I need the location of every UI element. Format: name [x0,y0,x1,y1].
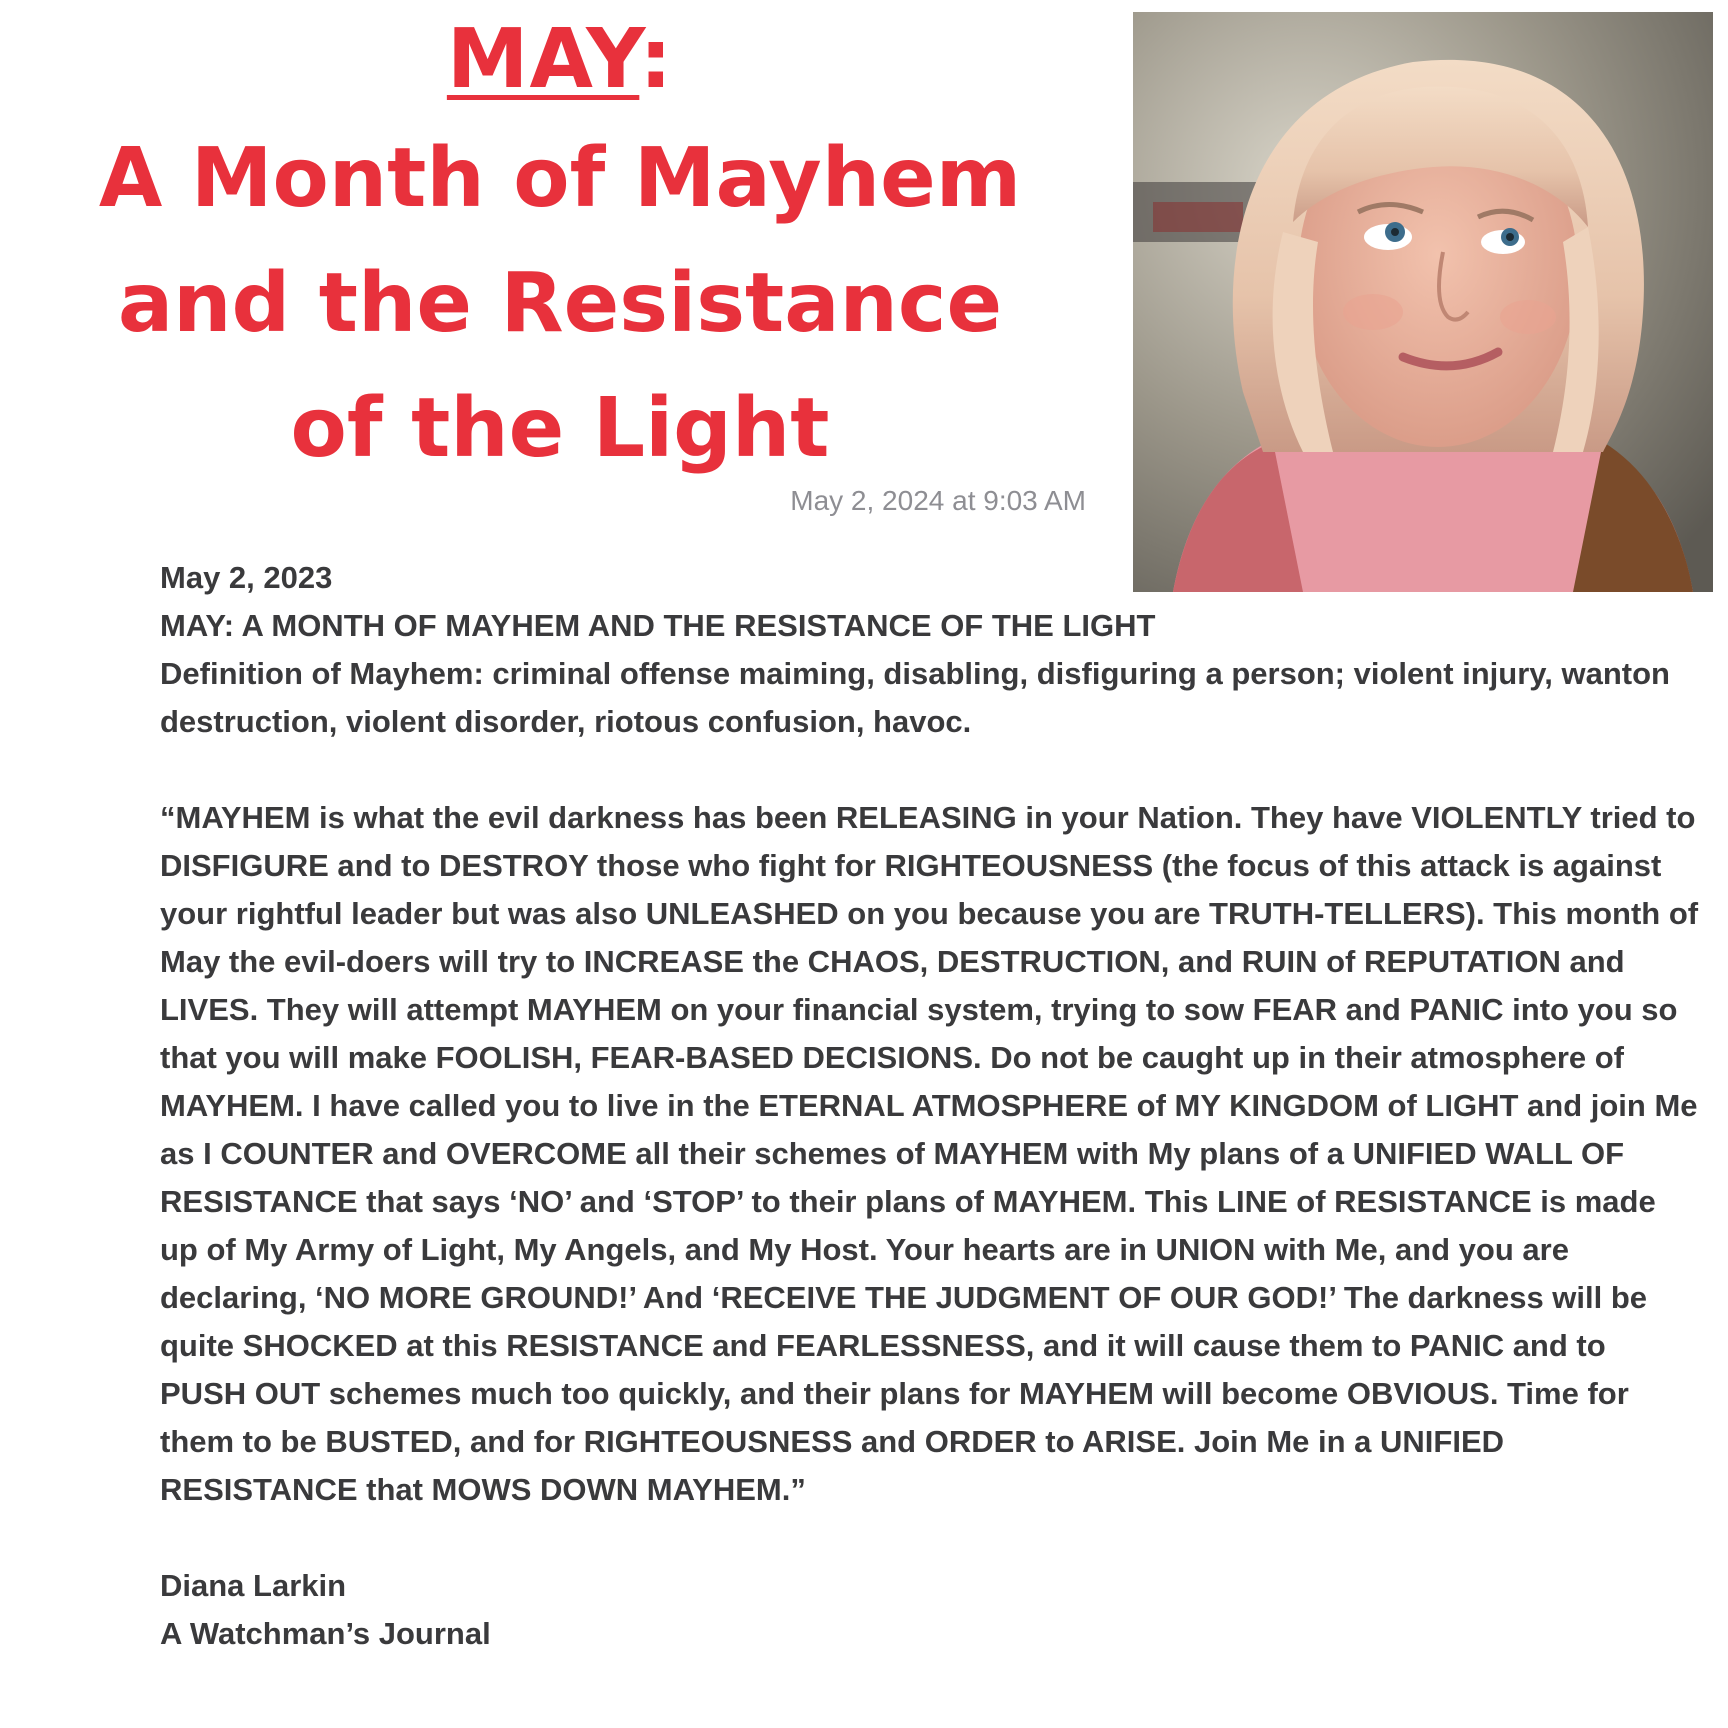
headline-line-1: A Month of Mayhem [98,131,1022,226]
headline-may [60,4,1060,116]
headline [60,4,1060,491]
portrait-photo [1133,12,1713,592]
definition-text: Definition of Mayhem: criminal offense maiming, disabling, disfiguring a person; violent injury, wanton destruction, violent disorder, riotous confusion, havoc. [160,656,1670,739]
headline-line-3: of the Light [290,381,830,476]
post-heading: MAY: A MONTH OF MAYHEM AND THE RESISTANCE OF THE LIGHT [160,608,1156,643]
post-body [160,554,1700,1658]
post-date: May 2, 2023 [160,560,333,595]
portrait-illustration [1133,12,1713,592]
post-timestamp: May 2, 2024 at 9:03 AM [790,485,1086,516]
author-name: Diana Larkin [160,1568,347,1603]
headline-line-2: and the Resistance [117,256,1003,351]
headline-colon: : [639,12,674,107]
headline-may-word: MAY [446,12,640,107]
source-name: A Watchman’s Journal [160,1616,491,1651]
message-text: “MAYHEM is what the evil darkness has been RELEASING in your Nation. They have VIOLENTLY tried to DISFIGURE and to DESTROY those who fight for RIGHTEOUSNESS (the focus of this attack is against your rightful leader but was also UNLEASHED on you because you are TRUTH-TELLERS). This month of May the evil-doers will try to INCREASE the CHAOS, DESTRUCTION, and RUIN of REPUTATION and LIVES. They will attempt MAYHEM on your financial system, trying to sow FEAR and PANIC into you so that you will make FOOLISH, FEAR-BASED DECISIONS. Do not be caught up in their atmosphere of MAYHEM. I have called you to live in the ETERNAL ATMOSPHERE of MY KINGDOM of LIGHT and join Me as I COUNTER and OVERCOME all their schemes of MAYHEM with My plans of a UNIFIED WALL OF RESISTANCE that says ‘NO’ and ‘STOP’ to their plans of MAYHEM. This LINE of RESISTANCE is made up of My Army of Light, My Angels, and My Host. Your hearts are in UNION with Me, and you are declaring, ‘NO MORE GROUND!’ And ‘RECEIVE THE JUDGMENT OF OUR GOD!’ The darkness will be quite SHOCKED at this RESISTANCE and FEARLESSNESS, and it will cause them to PANIC and to PUSH OUT schemes much too quickly, and their plans for MAYHEM will become OBVIOUS. Time for them to be BUSTED, and for RIGHTEOUSNESS and ORDER to ARISE. Join Me in a UNIFIED RESISTANCE that MOWS DOWN MAYHEM.” [160,800,1699,1507]
